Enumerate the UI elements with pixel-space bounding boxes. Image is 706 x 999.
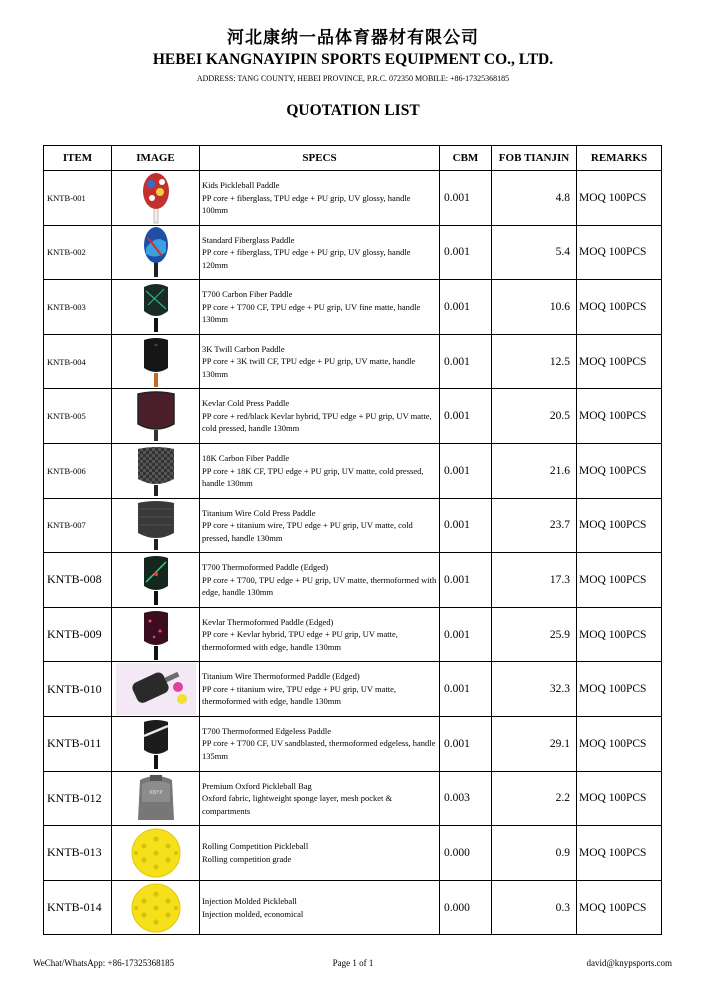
cbm-value: 0.000 xyxy=(440,880,492,935)
remarks: MOQ 100PCS xyxy=(577,443,662,498)
product-title: Titanium Wire Cold Press Paddle xyxy=(202,507,316,518)
fob-price: 29.1 xyxy=(492,716,577,771)
product-specs xyxy=(200,771,440,826)
kids-paddle-icon xyxy=(116,172,196,224)
svg-text:KNYP: KNYP xyxy=(148,790,163,797)
fiberglass-paddle-icon xyxy=(116,226,196,278)
product-specs xyxy=(200,498,440,553)
remarks: MOQ 100PCS xyxy=(577,280,662,335)
product-image xyxy=(112,225,200,280)
remarks: MOQ 100PCS xyxy=(577,771,662,826)
cbm-value: 0.000 xyxy=(440,826,492,881)
product-image xyxy=(112,280,200,335)
remarks: MOQ 100PCS xyxy=(577,716,662,771)
column-header-remarks: REMARKS xyxy=(577,146,662,171)
thermoformed-paddle-icon xyxy=(116,554,196,606)
product-spec-text: Injection molded, economical xyxy=(202,908,304,919)
product-spec-text: PP core + T700 CF, UV sandblasted, thermoformed edgeless, handle 135mm xyxy=(202,738,436,761)
product-title: Kevlar Cold Press Paddle xyxy=(202,398,290,409)
product-spec-text: PP core + titanium wire, TPU edge + PU grip, UV matte, thermoformed with edge, handle 130mm xyxy=(202,683,397,707)
fob-price: 21.6 xyxy=(492,443,577,498)
company-name-cn: 河北康纳一品体育器材有限公司 xyxy=(227,28,479,48)
fob-price: 25.9 xyxy=(492,607,577,662)
table-row xyxy=(44,607,662,662)
product-image xyxy=(112,880,200,935)
remarks: MOQ 100PCS xyxy=(577,171,662,226)
table-row xyxy=(44,280,662,335)
product-title: Titanium Wire Thermoformed Paddle (Edged) xyxy=(202,671,360,682)
fob-price: 32.3 xyxy=(492,662,577,717)
product-spec-text: PP core + titanium wire, TPU edge + PU grip, UV matte, cold pressed, handle 130mm xyxy=(202,520,413,543)
column-header-fob: FOB TIANJIN xyxy=(492,146,577,171)
product-image xyxy=(112,389,200,444)
column-header-cbm: CBM xyxy=(440,146,492,171)
item-code: KNTB-013 xyxy=(44,826,112,881)
product-specs xyxy=(200,334,440,389)
item-code: KNTB-014 xyxy=(44,880,112,935)
backpack-icon xyxy=(116,772,196,824)
product-specs xyxy=(200,716,440,771)
svg-text:AI: AI xyxy=(154,342,157,347)
footer-page-number: Page 1 of 1 xyxy=(332,958,374,968)
kevlar-thermo-paddle-icon xyxy=(116,609,196,661)
document-title: QUOTATION LIST xyxy=(286,102,420,119)
remarks: MOQ 100PCS xyxy=(577,553,662,608)
product-image xyxy=(112,171,200,226)
column-header-specs: SPECS xyxy=(200,146,440,171)
product-image xyxy=(112,716,200,771)
product-specs xyxy=(200,880,440,935)
product-specs xyxy=(200,171,440,226)
pickleball-icon xyxy=(116,882,196,934)
product-title: Premium Oxford Pickleball Bag xyxy=(202,780,312,791)
product-title: T700 Thermoformed Paddle (Edged) xyxy=(202,562,329,573)
product-spec-text: PP core + fiberglass, TPU edge + PU grip, UV glossy, handle 120mm xyxy=(202,247,411,270)
cbm-value: 0.001 xyxy=(440,443,492,498)
table-row xyxy=(44,880,662,935)
remarks: MOQ 100PCS xyxy=(577,498,662,553)
cbm-value: 0.001 xyxy=(440,334,492,389)
remarks: MOQ 100PCS xyxy=(577,880,662,935)
cbm-value: 0.001 xyxy=(440,171,492,226)
product-spec-text: PP core + 3K twill CF, TPU edge + PU grip, UV matte, handle 130mm xyxy=(202,356,416,379)
item-code: KNTB-009 xyxy=(44,607,112,662)
product-title: T700 Thermoformed Edgeless Paddle xyxy=(202,725,331,736)
product-spec-text: PP core + Kevlar hybrid, TPU edge + PU grip, UV matte, thermoformed with edge, handle 130mm xyxy=(202,629,398,652)
remarks: MOQ 100PCS xyxy=(577,607,662,662)
product-title: 3K Twill Carbon Paddle xyxy=(202,343,285,354)
cbm-value: 0.001 xyxy=(440,553,492,608)
fob-price: 2.2 xyxy=(492,771,577,826)
table-row xyxy=(44,716,662,771)
18k-paddle-icon xyxy=(116,445,196,497)
product-spec-text: PP core + T700, TPU edge + PU grip, UV matte, thermoformed with edge, handle 130mm xyxy=(202,574,437,598)
product-specs xyxy=(200,443,440,498)
cbm-value: 0.001 xyxy=(440,280,492,335)
table-row xyxy=(44,662,662,717)
table-row xyxy=(44,553,662,608)
cbm-value: 0.001 xyxy=(440,225,492,280)
product-image xyxy=(112,443,200,498)
item-code: KNTB-003 xyxy=(44,280,112,335)
remarks: MOQ 100PCS xyxy=(577,826,662,881)
product-title: Rolling Competition Pickleball xyxy=(202,841,309,852)
product-title: Injection Molded Pickleball xyxy=(202,896,297,907)
cbm-value: 0.001 xyxy=(440,389,492,444)
fob-price: 12.5 xyxy=(492,334,577,389)
remarks: MOQ 100PCS xyxy=(577,662,662,717)
titanium-thermo-paddle-icon xyxy=(116,663,196,715)
product-title: Kevlar Thermoformed Paddle (Edged) xyxy=(202,616,334,627)
table-row xyxy=(44,443,662,498)
item-code: KNTB-007 xyxy=(44,498,112,553)
product-spec-text: PP core + T700 CF, TPU edge + PU grip, UV fine matte, handle 130mm xyxy=(202,301,421,325)
item-code: KNTB-001 xyxy=(44,171,112,226)
product-image xyxy=(112,826,200,881)
edgeless-paddle-icon xyxy=(116,718,196,770)
product-specs xyxy=(200,553,440,608)
product-title: T700 Carbon Fiber Paddle xyxy=(202,289,293,300)
table-row xyxy=(44,389,662,444)
product-image xyxy=(112,662,200,717)
company-address: ADDRESS: TANG COUNTY, HEBEI PROVINCE, P.R.C. 072350 MOBILE: +86-17325368185 xyxy=(196,74,510,83)
item-code: KNTB-008 xyxy=(44,553,112,608)
cbm-value: 0.001 xyxy=(440,607,492,662)
product-image xyxy=(112,334,200,389)
footer-contact: WeChat/WhatsApp: +86-17325368185 xyxy=(33,958,175,968)
product-image xyxy=(112,553,200,608)
table-row xyxy=(44,771,662,826)
kevlar-paddle-icon xyxy=(116,390,196,442)
product-spec-text: PP core + fiberglass, TPU edge + PU grip, UV glossy, handle 100mm xyxy=(202,192,411,216)
fob-price: 4.8 xyxy=(492,171,577,226)
product-specs xyxy=(200,225,440,280)
table-row xyxy=(44,225,662,280)
quotation-table xyxy=(43,145,662,935)
item-code: KNTB-004 xyxy=(44,334,112,389)
product-image xyxy=(112,607,200,662)
item-code: KNTB-006 xyxy=(44,443,112,498)
page-footer xyxy=(0,958,706,972)
product-specs xyxy=(200,389,440,444)
product-title: 18K Carbon Fiber Paddle xyxy=(202,453,290,464)
fob-price: 10.6 xyxy=(492,280,577,335)
column-header-item: ITEM xyxy=(44,146,112,171)
product-spec-text: Rolling competition grade xyxy=(202,853,292,864)
carbon-paddle-icon xyxy=(116,281,196,333)
pickleball-icon xyxy=(116,827,196,879)
product-specs xyxy=(200,607,440,662)
cbm-value: 0.001 xyxy=(440,498,492,553)
remarks: MOQ 100PCS xyxy=(577,389,662,444)
fob-price: 23.7 xyxy=(492,498,577,553)
product-image xyxy=(112,498,200,553)
fob-price: 5.4 xyxy=(492,225,577,280)
fob-price: 0.9 xyxy=(492,826,577,881)
item-code: KNTB-012 xyxy=(44,771,112,826)
fob-price: 0.3 xyxy=(492,880,577,935)
item-code: KNTB-010 xyxy=(44,662,112,717)
item-code: KNTB-011 xyxy=(44,716,112,771)
product-specs xyxy=(200,662,440,717)
product-spec-text: PP core + red/black Kevlar hybrid, TPU edge + PU grip, UV matte, cold pressed, handle 130mm xyxy=(202,410,432,434)
product-specs xyxy=(200,280,440,335)
table-header-row xyxy=(44,146,662,171)
footer-email: david@knypsports.com xyxy=(586,958,672,968)
remarks: MOQ 100PCS xyxy=(577,334,662,389)
product-image xyxy=(112,771,200,826)
table-row xyxy=(44,171,662,226)
remarks: MOQ 100PCS xyxy=(577,225,662,280)
titanium-paddle-icon xyxy=(116,499,196,551)
cbm-value: 0.001 xyxy=(440,716,492,771)
item-code: KNTB-002 xyxy=(44,225,112,280)
product-spec-text: PP core + 18K CF, TPU edge + PU grip, UV matte, cold pressed, handle 130mm xyxy=(202,465,424,489)
cbm-value: 0.001 xyxy=(440,662,492,717)
fob-price: 20.5 xyxy=(492,389,577,444)
item-code: KNTB-005 xyxy=(44,389,112,444)
product-spec-text: Oxford fabric, lightweight sponge layer, mesh pocket & compartments xyxy=(202,793,393,816)
company-name-en: HEBEI KANGNAYIPIN SPORTS EQUIPMENT CO., LTD. xyxy=(152,51,554,68)
product-specs xyxy=(200,826,440,881)
column-header-image: IMAGE xyxy=(112,146,200,171)
product-title: Standard Fiberglass Paddle xyxy=(202,234,295,245)
cbm-value: 0.003 xyxy=(440,771,492,826)
fob-price: 17.3 xyxy=(492,553,577,608)
table-row xyxy=(44,826,662,881)
table-row xyxy=(44,498,662,553)
twill-paddle-icon xyxy=(116,336,196,388)
product-title: Kids Pickleball Paddle xyxy=(202,180,280,191)
table-row xyxy=(44,334,662,389)
company-header xyxy=(0,28,706,85)
